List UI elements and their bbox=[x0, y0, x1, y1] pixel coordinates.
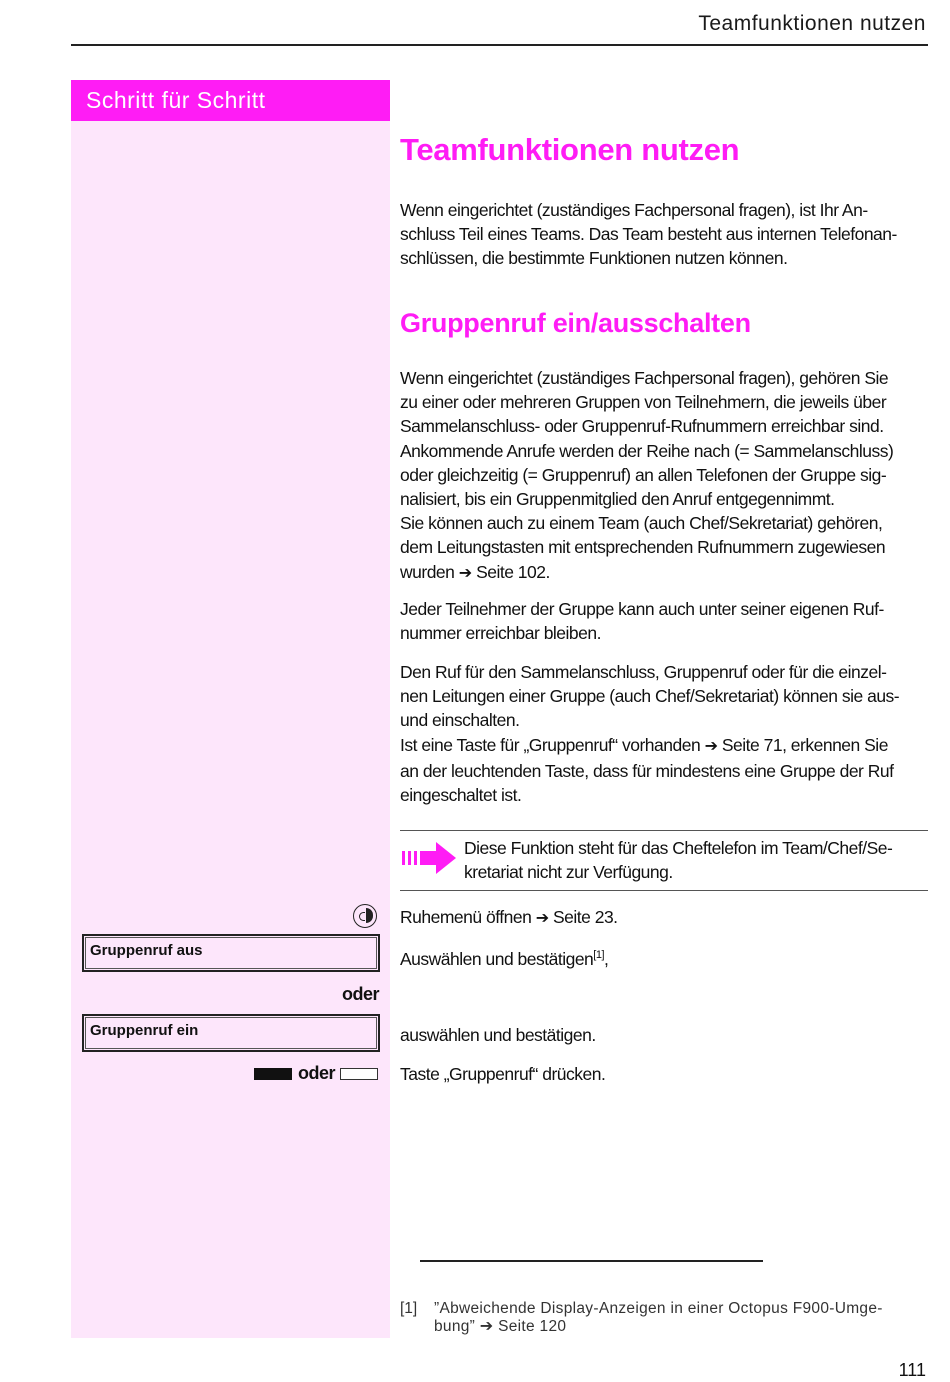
header-rule bbox=[71, 44, 928, 46]
arrow-right-icon: ➔ bbox=[458, 564, 472, 582]
text-line: Wenn eingerichtet (zuständiges Fachpersonal fragen), gehören Sie bbox=[400, 368, 889, 388]
text-line: Ankommende Anrufe werden der Reihe nach (= Sammelanschluss) bbox=[400, 440, 894, 461]
text-line: Den Ruf für den Sammelanschluss, Gruppenruf oder für die einzel- bbox=[400, 662, 887, 682]
paragraph-1 bbox=[400, 366, 930, 586]
text-line: ”Abweichende Display-Anzeigen in einer Octopus F900-Umge- bbox=[434, 1300, 883, 1317]
note-text bbox=[464, 836, 930, 884]
text-line: nummer erreichbar bleiben. bbox=[400, 623, 601, 644]
text-fragment: , bbox=[604, 949, 609, 969]
display-option-gruppenruf-aus[interactable]: Gruppenruf aus bbox=[82, 934, 380, 972]
text-line: Jeder Teilnehmer der Gruppe kann auch unter seiner eigenen Ruf- bbox=[400, 599, 884, 619]
footnote-number: [1] bbox=[400, 1300, 418, 1317]
note-rule-bottom bbox=[400, 890, 928, 891]
page-reference-link[interactable]: Seite 120 bbox=[498, 1317, 567, 1335]
paragraph-2 bbox=[400, 597, 930, 645]
text-line bbox=[434, 1318, 914, 1336]
text-fragment: Ist eine Taste für „Gruppenruf“ vorhanden bbox=[400, 734, 701, 755]
page-reference-link[interactable]: Seite 71, erkennen Sie bbox=[721, 734, 888, 755]
note-arrow-icon bbox=[400, 840, 458, 881]
text-line: kretariat nicht zur Verfügung. bbox=[464, 862, 673, 883]
text-fragment: wurden bbox=[400, 561, 455, 582]
or-label: oder bbox=[298, 1063, 336, 1083]
page-reference-link[interactable]: Seite 23. bbox=[552, 907, 618, 927]
text-fragment: Auswählen und bestätigen bbox=[400, 949, 594, 969]
text-line: schlüssen, die bestimmte Funktionen nutzen können. bbox=[400, 248, 788, 269]
text-fragment: bung” bbox=[434, 1317, 476, 1335]
key-led-off-icon[interactable] bbox=[340, 1068, 378, 1080]
text-line: oder gleichzeitig (= Gruppenruf) an allen Telefonen der Gruppe sig- bbox=[400, 464, 887, 485]
text-line: schluss Teil eines Teams. Das Team besteht aus internen Telefonan- bbox=[400, 224, 897, 245]
intro-paragraph bbox=[400, 198, 930, 271]
footnote-text bbox=[434, 1300, 914, 1335]
text-line: Sie können auch zu einem Team (auch Chef/Sekretariat) gehören, bbox=[400, 513, 883, 534]
text-line: Diese Funktion steht für das Cheftelefon im Team/Chef/Se- bbox=[464, 838, 893, 858]
text-line: nalisiert, bis ein Gruppenmitglied den Anruf entgegennimmt. bbox=[400, 489, 835, 510]
text-line: Wenn eingerichtet (zuständiges Fachpersonal fragen), ist Ihr An- bbox=[400, 200, 868, 220]
step-select-confirm-2: auswählen und bestätigen. bbox=[400, 1025, 596, 1045]
text-line bbox=[400, 560, 930, 586]
page-title: Teamfunktionen nutzen bbox=[400, 132, 740, 167]
footnote-rule bbox=[420, 1260, 763, 1262]
arrow-right-icon: ➔ bbox=[535, 910, 549, 927]
footnote-marker[interactable]: [1] bbox=[593, 949, 605, 961]
page-number: 111 bbox=[898, 1360, 926, 1380]
sidebar-column bbox=[71, 80, 390, 1338]
arrow-right-icon: ➔ bbox=[479, 1317, 494, 1335]
step-select-confirm bbox=[400, 943, 608, 971]
note-rule-top bbox=[400, 830, 928, 831]
text-line bbox=[400, 733, 930, 759]
key-led-on-icon[interactable] bbox=[254, 1068, 292, 1080]
text-line: Sammelanschluss- oder Gruppenruf-Rufnummern erreichbar sind. bbox=[400, 416, 884, 437]
text-line: an der leuchtenden Taste, dass für mindestens eine Gruppe der Ruf bbox=[400, 760, 894, 781]
text-line: nen Leitungen einer Gruppe (auch Chef/Sekretariat) können sie aus- bbox=[400, 686, 900, 707]
text-line: dem Leitungstasten mit entsprechenden Rufnummern zugewiesen bbox=[400, 537, 886, 558]
step-press-key: Taste „Gruppenruf“ drücken. bbox=[400, 1064, 606, 1084]
section-title: Gruppenruf ein/ausschalten bbox=[400, 308, 751, 338]
arrow-right-icon: ➔ bbox=[704, 737, 718, 755]
running-header: Teamfunktionen nutzen bbox=[698, 12, 926, 35]
text-fragment: Ruhemenü öffnen bbox=[400, 907, 532, 927]
step-open-menu bbox=[400, 905, 618, 931]
or-label: oder bbox=[342, 984, 380, 1004]
paragraph-3 bbox=[400, 660, 930, 807]
sidebar-title: Schritt für Schritt bbox=[71, 80, 390, 121]
display-option-gruppenruf-ein[interactable]: Gruppenruf ein bbox=[82, 1014, 380, 1052]
text-line: eingeschaltet ist. bbox=[400, 785, 522, 806]
menu-key-icon[interactable] bbox=[353, 904, 377, 928]
page-reference-link[interactable]: Seite 102. bbox=[476, 561, 550, 582]
text-line: zu einer oder mehreren Gruppen von Teilnehmern, die jeweils über bbox=[400, 392, 887, 413]
text-line: und einschalten. bbox=[400, 710, 520, 731]
